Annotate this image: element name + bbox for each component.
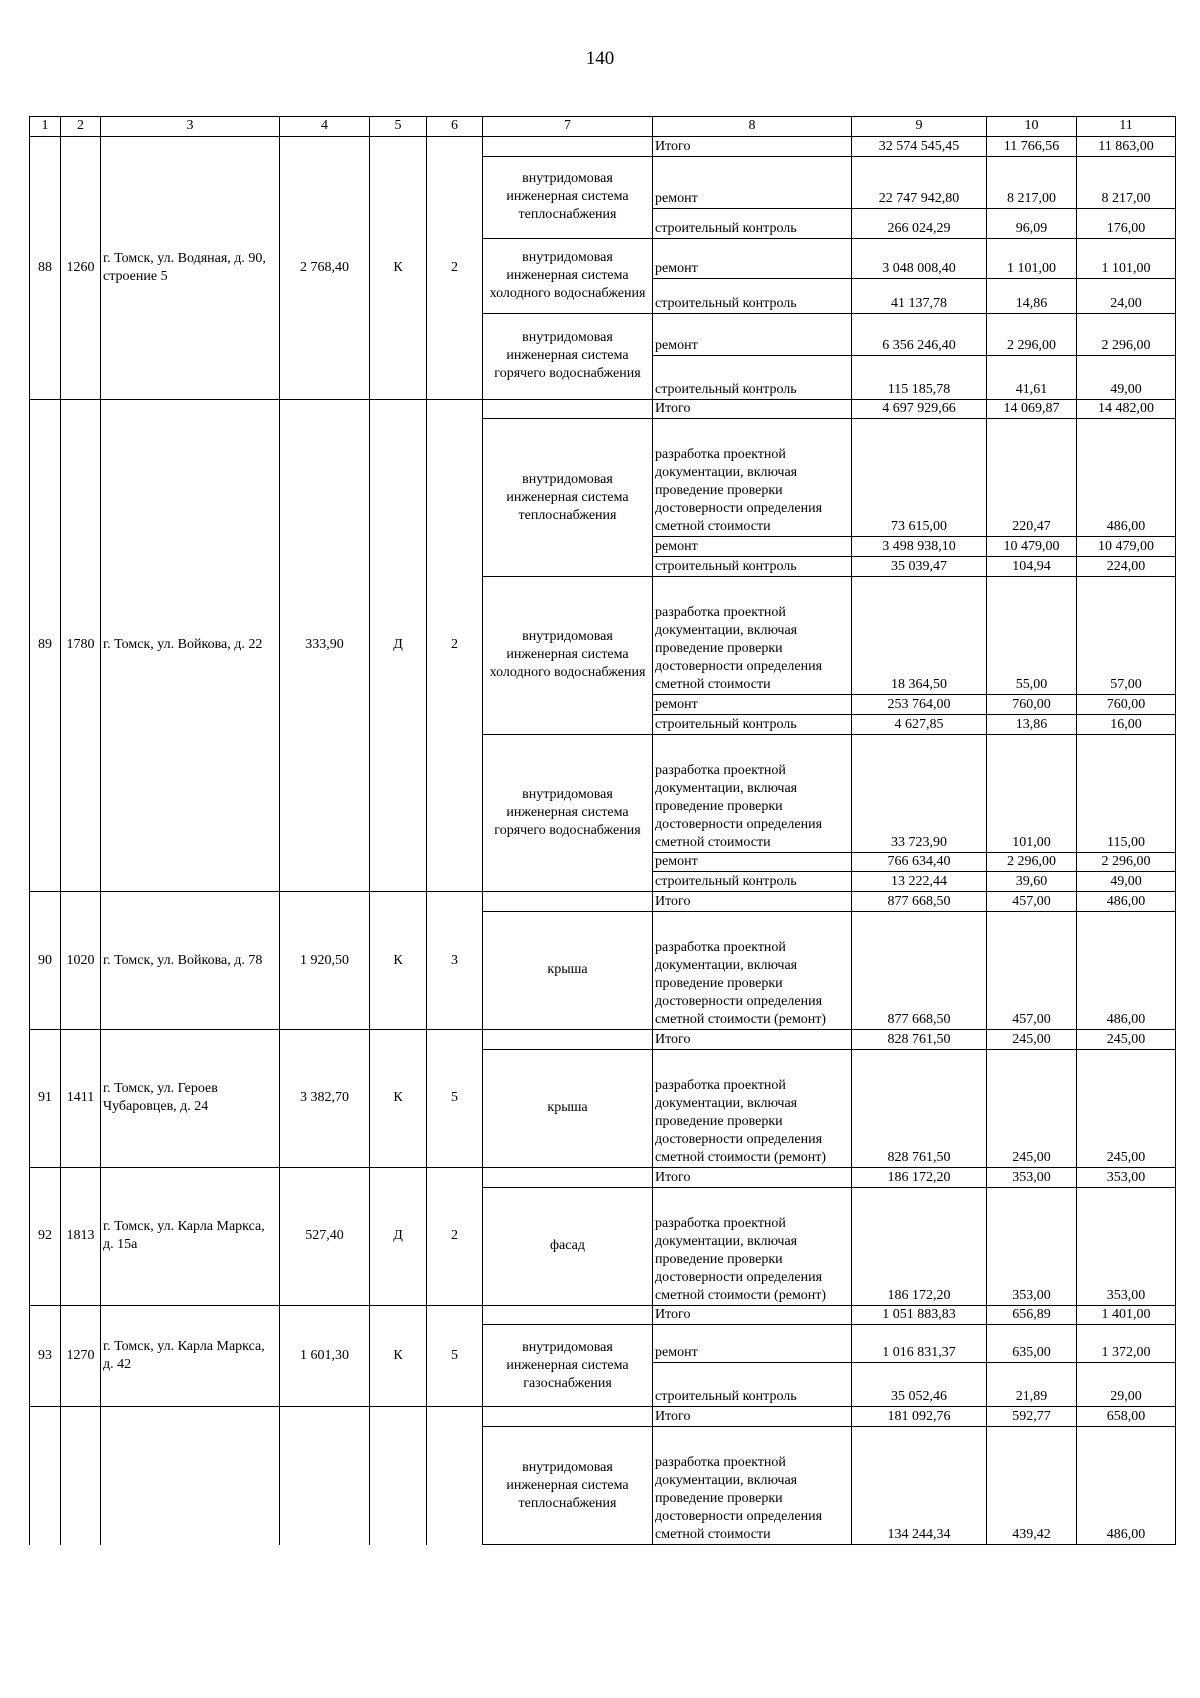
limit: 353,00 (1077, 1187, 1176, 1305)
house-col6: 2 (427, 1167, 483, 1305)
work-type: разработка проектной документации, включая проведение проверки достоверности определения сметной стоимости (ремонт) (653, 911, 852, 1029)
house-address: г. Томск, ул. Войкова, д. 22 (101, 399, 280, 892)
limit: 2 296,00 (1077, 852, 1176, 872)
house-category (370, 1407, 427, 1545)
unit-cost: 1 101,00 (987, 238, 1077, 278)
cost: 33 723,90 (852, 734, 987, 852)
house-category: Д (370, 399, 427, 892)
table-row (30, 399, 1176, 419)
total-cost: 181 092,76 (852, 1407, 987, 1427)
total-unit-cost: 457,00 (987, 892, 1077, 912)
unit-cost: 10 479,00 (987, 537, 1077, 557)
system-cell (483, 136, 653, 156)
system-cell (483, 1407, 653, 1427)
cost: 3 498 938,10 (852, 537, 987, 557)
work-type: строительный контроль (653, 557, 852, 577)
unit-cost: 245,00 (987, 1049, 1077, 1167)
limit: 10 479,00 (1077, 537, 1176, 557)
limit: 115,00 (1077, 734, 1176, 852)
table-row (30, 892, 1176, 912)
house-address: г. Томск, ул. Водяная, д. 90, строение 5 (101, 136, 280, 399)
header-cell: 3 (101, 117, 280, 137)
house-category: К (370, 1029, 427, 1167)
row-number: 91 (30, 1029, 61, 1167)
cost: 6 356 246,40 (852, 313, 987, 355)
house-code: 1270 (61, 1305, 101, 1407)
house-col6: 2 (427, 399, 483, 892)
work-type: Итого (653, 1407, 852, 1427)
work-type: строительный контроль (653, 355, 852, 399)
row-number: 88 (30, 136, 61, 399)
house-area: 1 601,30 (280, 1305, 370, 1407)
house-col6: 5 (427, 1305, 483, 1407)
limit: 486,00 (1077, 911, 1176, 1029)
limit: 224,00 (1077, 557, 1176, 577)
work-type: ремонт (653, 694, 852, 714)
house-area: 527,40 (280, 1167, 370, 1305)
system-name: внутридомовая инженерная система газоснабжения (483, 1325, 653, 1407)
total-limit: 658,00 (1077, 1407, 1176, 1427)
cost: 13 222,44 (852, 872, 987, 892)
table-row (30, 1167, 1176, 1187)
system-cell (483, 1029, 653, 1049)
unit-cost: 439,42 (987, 1427, 1077, 1545)
work-type: Итого (653, 1167, 852, 1187)
work-type: Итого (653, 1305, 852, 1325)
limit: 49,00 (1077, 872, 1176, 892)
repair-plan-table (29, 116, 1176, 1545)
limit: 2 296,00 (1077, 313, 1176, 355)
total-limit: 353,00 (1077, 1167, 1176, 1187)
work-type: Итого (653, 136, 852, 156)
total-cost: 186 172,20 (852, 1167, 987, 1187)
house-address (101, 1407, 280, 1545)
work-type: разработка проектной документации, включая проведение проверки достоверности определения сметной стоимости (653, 419, 852, 537)
house-code (61, 1407, 101, 1545)
total-limit: 486,00 (1077, 892, 1176, 912)
house-code: 1780 (61, 399, 101, 892)
total-limit: 245,00 (1077, 1029, 1176, 1049)
house-category: Д (370, 1167, 427, 1305)
work-type: ремонт (653, 156, 852, 208)
system-name: крыша (483, 1049, 653, 1167)
unit-cost: 39,60 (987, 872, 1077, 892)
limit: 16,00 (1077, 714, 1176, 734)
unit-cost: 760,00 (987, 694, 1077, 714)
house-area: 2 768,40 (280, 136, 370, 399)
total-cost: 4 697 929,66 (852, 399, 987, 419)
house-code: 1813 (61, 1167, 101, 1305)
unit-cost: 635,00 (987, 1325, 1077, 1363)
total-cost: 877 668,50 (852, 892, 987, 912)
cost: 115 185,78 (852, 355, 987, 399)
work-type: разработка проектной документации, включая проведение проверки достоверности определения сметной стоимости (ремонт) (653, 1049, 852, 1167)
header-cell: 10 (987, 117, 1077, 137)
limit: 1 101,00 (1077, 238, 1176, 278)
table-row (30, 1029, 1176, 1049)
header-cell: 4 (280, 117, 370, 137)
unit-cost: 2 296,00 (987, 852, 1077, 872)
row-number: 93 (30, 1305, 61, 1407)
cost: 186 172,20 (852, 1187, 987, 1305)
cost: 828 761,50 (852, 1049, 987, 1167)
house-category: К (370, 1305, 427, 1407)
system-name: внутридомовая инженерная система теплоснабжения (483, 156, 653, 238)
limit: 29,00 (1077, 1363, 1176, 1407)
work-type: ремонт (653, 537, 852, 557)
system-cell (483, 399, 653, 419)
cost: 73 615,00 (852, 419, 987, 537)
unit-cost: 2 296,00 (987, 313, 1077, 355)
work-type: Итого (653, 399, 852, 419)
page-number: 140 (585, 48, 615, 69)
system-name: внутридомовая инженерная система холодного водоснабжения (483, 576, 653, 734)
house-col6 (427, 1407, 483, 1545)
house-col6: 5 (427, 1029, 483, 1167)
system-name: внутридомовая инженерная система теплоснабжения (483, 1427, 653, 1545)
work-type: разработка проектной документации, включая проведение проверки достоверности определения сметной стоимости (653, 576, 852, 694)
cost: 18 364,50 (852, 576, 987, 694)
header-cell: 11 (1077, 117, 1176, 137)
work-type: разработка проектной документации, включая проведение проверки достоверности определения сметной стоимости (653, 734, 852, 852)
total-unit-cost: 14 069,87 (987, 399, 1077, 419)
house-category: К (370, 136, 427, 399)
house-code: 1411 (61, 1029, 101, 1167)
house-category: К (370, 892, 427, 1030)
work-type: Итого (653, 892, 852, 912)
system-name: внутридомовая инженерная система горячего водоснабжения (483, 734, 653, 892)
cost: 134 244,34 (852, 1427, 987, 1545)
cost: 35 052,46 (852, 1363, 987, 1407)
unit-cost: 8 217,00 (987, 156, 1077, 208)
total-unit-cost: 11 766,56 (987, 136, 1077, 156)
house-address: г. Томск, ул. Героев Чубаровцев, д. 24 (101, 1029, 280, 1167)
limit: 24,00 (1077, 278, 1176, 313)
total-cost: 1 051 883,83 (852, 1305, 987, 1325)
table-row (30, 136, 1176, 156)
work-type: ремонт (653, 313, 852, 355)
unit-cost: 55,00 (987, 576, 1077, 694)
header-cell: 5 (370, 117, 427, 137)
limit: 57,00 (1077, 576, 1176, 694)
header-row (30, 117, 1176, 137)
row-number (30, 1407, 61, 1545)
header-cell: 8 (653, 117, 852, 137)
table-row (30, 1305, 1176, 1325)
header-cell: 2 (61, 117, 101, 137)
cost: 766 634,40 (852, 852, 987, 872)
limit: 245,00 (1077, 1049, 1176, 1167)
row-number: 89 (30, 399, 61, 892)
limit: 8 217,00 (1077, 156, 1176, 208)
header-cell: 9 (852, 117, 987, 137)
unit-cost: 21,89 (987, 1363, 1077, 1407)
cost: 1 016 831,37 (852, 1325, 987, 1363)
house-address: г. Томск, ул. Войкова, д. 78 (101, 892, 280, 1030)
house-area: 3 382,70 (280, 1029, 370, 1167)
total-unit-cost: 592,77 (987, 1407, 1077, 1427)
system-name: крыша (483, 911, 653, 1029)
limit: 49,00 (1077, 355, 1176, 399)
unit-cost: 14,86 (987, 278, 1077, 313)
house-code: 1260 (61, 136, 101, 399)
row-number: 92 (30, 1167, 61, 1305)
limit: 486,00 (1077, 419, 1176, 537)
system-cell (483, 1305, 653, 1325)
cost: 41 137,78 (852, 278, 987, 313)
unit-cost: 353,00 (987, 1187, 1077, 1305)
house-address: г. Томск, ул. Карла Маркса, д. 15а (101, 1167, 280, 1305)
limit: 486,00 (1077, 1427, 1176, 1545)
work-type: строительный контроль (653, 278, 852, 313)
work-type: строительный контроль (653, 208, 852, 238)
house-address: г. Томск, ул. Карла Маркса, д. 42 (101, 1305, 280, 1407)
work-type: разработка проектной документации, включая проведение проверки достоверности определения сметной стоимости (653, 1427, 852, 1545)
unit-cost: 101,00 (987, 734, 1077, 852)
header-cell: 6 (427, 117, 483, 137)
total-unit-cost: 353,00 (987, 1167, 1077, 1187)
unit-cost: 13,86 (987, 714, 1077, 734)
cost: 3 048 008,40 (852, 238, 987, 278)
system-cell (483, 1167, 653, 1187)
house-area: 1 920,50 (280, 892, 370, 1030)
unit-cost: 104,94 (987, 557, 1077, 577)
work-type: строительный контроль (653, 714, 852, 734)
total-limit: 1 401,00 (1077, 1305, 1176, 1325)
header-cell: 7 (483, 117, 653, 137)
house-code: 1020 (61, 892, 101, 1030)
house-col6: 2 (427, 136, 483, 399)
unit-cost: 457,00 (987, 911, 1077, 1029)
limit: 760,00 (1077, 694, 1176, 714)
work-type: разработка проектной документации, включая проведение проверки достоверности определения сметной стоимости (ремонт) (653, 1187, 852, 1305)
house-col6: 3 (427, 892, 483, 1030)
header-cell: 1 (30, 117, 61, 137)
total-unit-cost: 656,89 (987, 1305, 1077, 1325)
total-cost: 32 574 545,45 (852, 136, 987, 156)
work-type: Итого (653, 1029, 852, 1049)
system-name: внутридомовая инженерная система теплоснабжения (483, 419, 653, 577)
work-type: строительный контроль (653, 1363, 852, 1407)
house-area (280, 1407, 370, 1545)
total-cost: 828 761,50 (852, 1029, 987, 1049)
cost: 877 668,50 (852, 911, 987, 1029)
unit-cost: 220,47 (987, 419, 1077, 537)
system-name: фасад (483, 1187, 653, 1305)
limit: 1 372,00 (1077, 1325, 1176, 1363)
row-number: 90 (30, 892, 61, 1030)
cost: 4 627,85 (852, 714, 987, 734)
cost: 266 024,29 (852, 208, 987, 238)
unit-cost: 41,61 (987, 355, 1077, 399)
cost: 22 747 942,80 (852, 156, 987, 208)
total-unit-cost: 245,00 (987, 1029, 1077, 1049)
system-name: внутридомовая инженерная система холодного водоснабжения (483, 238, 653, 313)
table-row (30, 1407, 1176, 1427)
cost: 35 039,47 (852, 557, 987, 577)
total-limit: 14 482,00 (1077, 399, 1176, 419)
work-type: ремонт (653, 852, 852, 872)
system-name: внутридомовая инженерная система горячего водоснабжения (483, 313, 653, 399)
house-area: 333,90 (280, 399, 370, 892)
work-type: ремонт (653, 1325, 852, 1363)
unit-cost: 96,09 (987, 208, 1077, 238)
total-limit: 11 863,00 (1077, 136, 1176, 156)
limit: 176,00 (1077, 208, 1176, 238)
system-cell (483, 892, 653, 912)
work-type: ремонт (653, 238, 852, 278)
cost: 253 764,00 (852, 694, 987, 714)
work-type: строительный контроль (653, 872, 852, 892)
